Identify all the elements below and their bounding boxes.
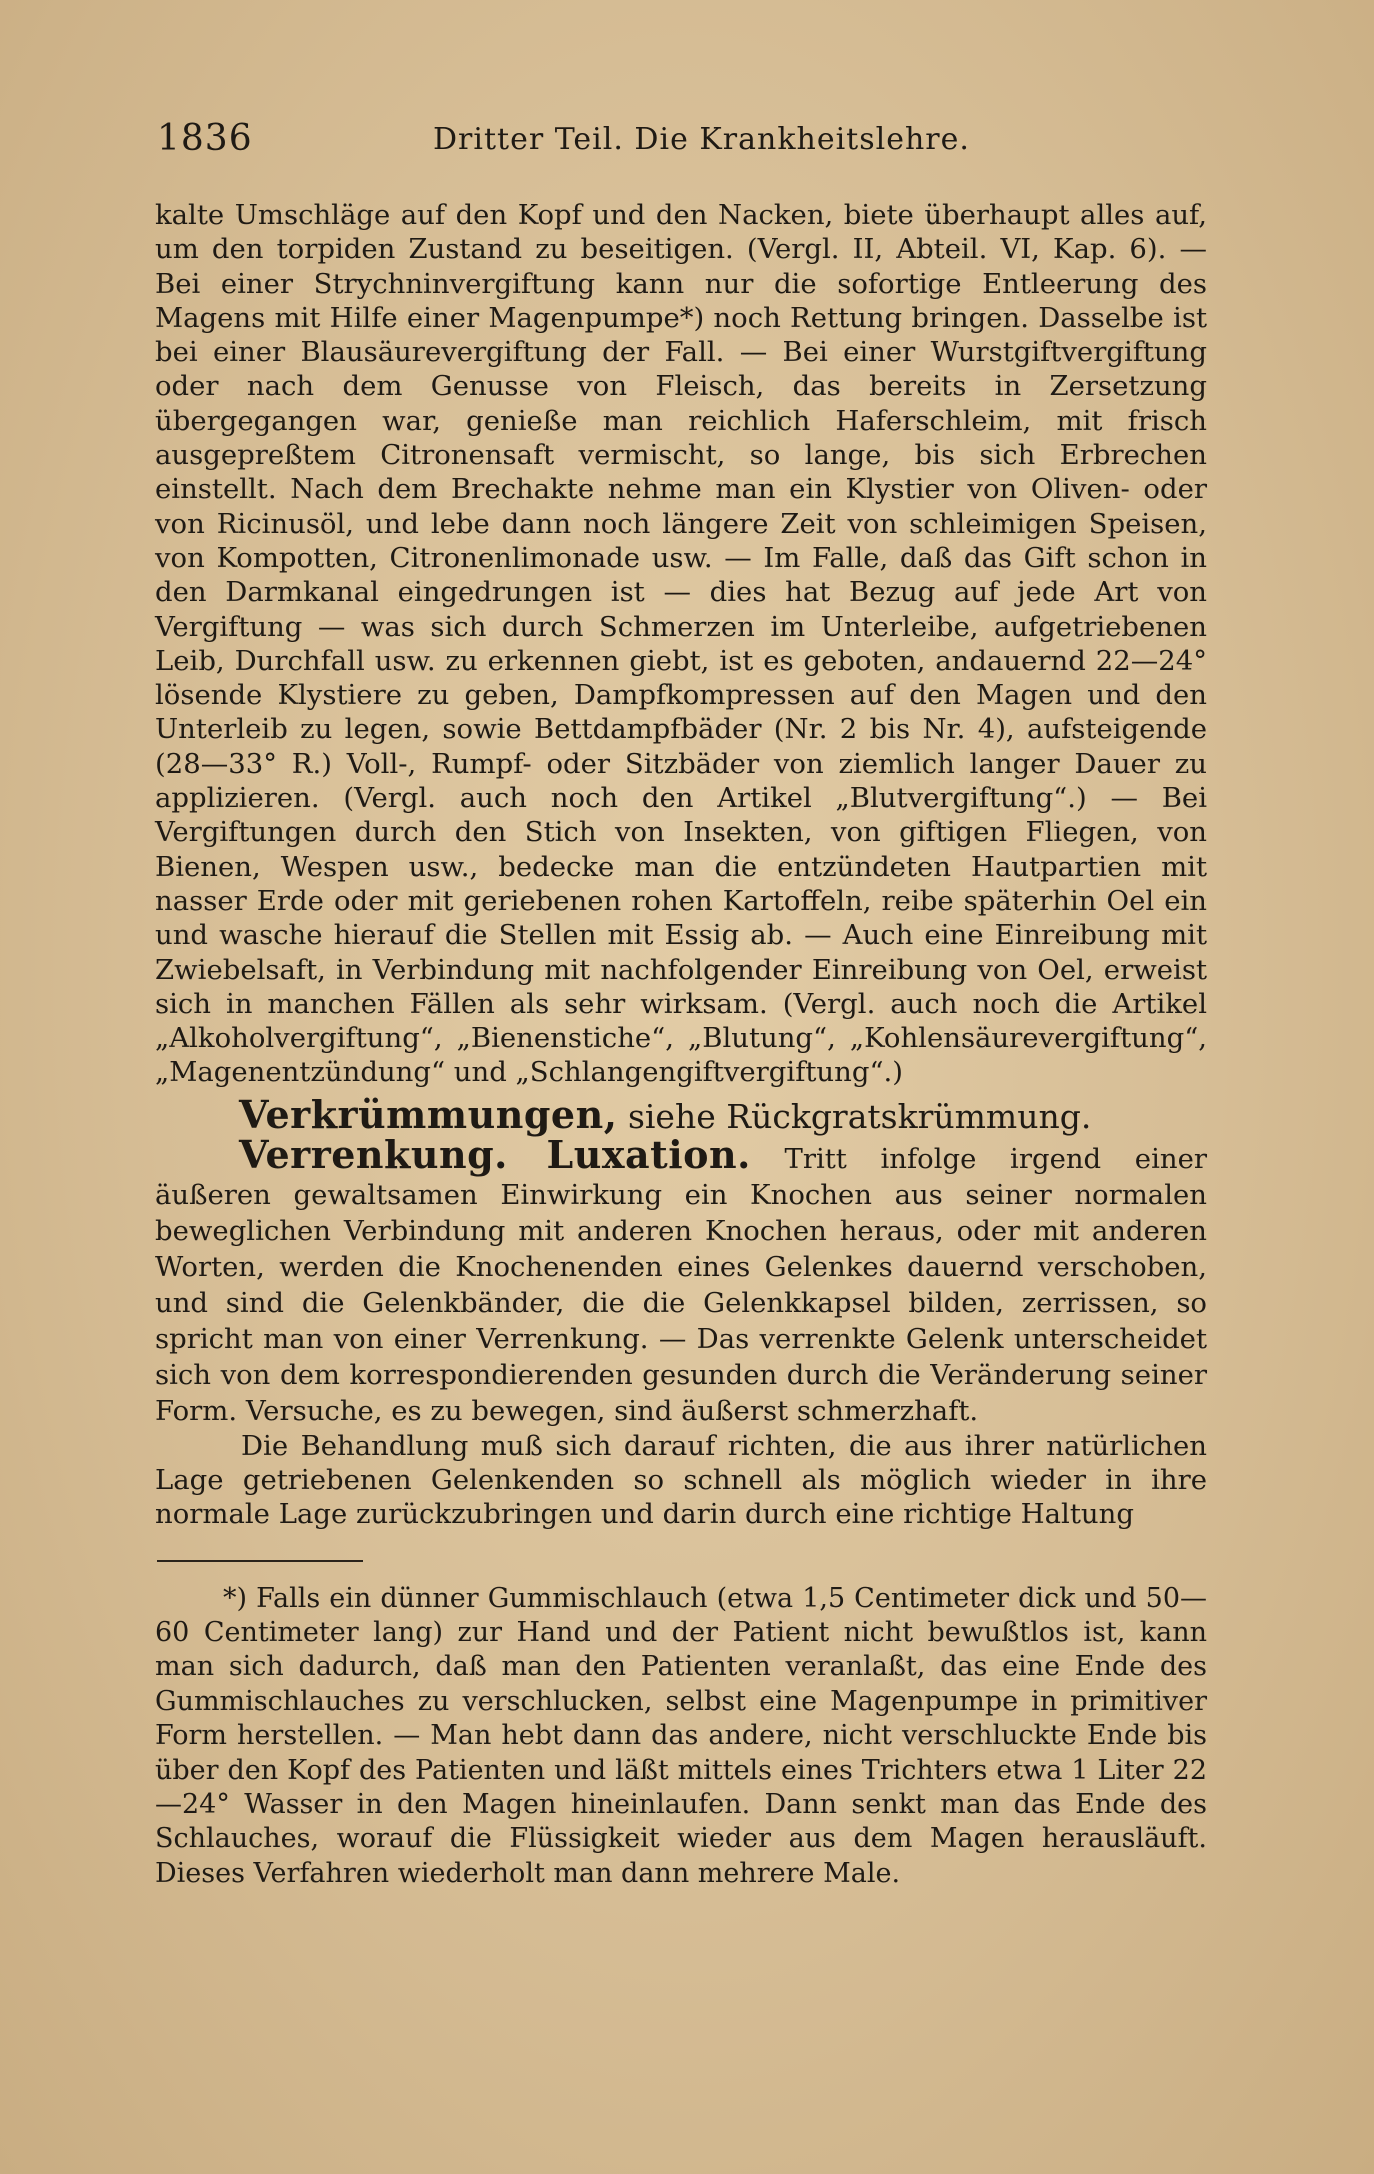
paragraph-vergiftung-continued: kalte Umschläge auf den Kopf und den Nacken, biete überhaupt alles auf, um den torpiden Zustand zu beseitigen. (Vergl. II, Abteil. VI, Kap. 6). — Bei einer Strychninvergiftung kann nur die sofortige Entleerung des Magens mit Hilfe einer Magenpumpe*) noch Rettung bringen. Dasselbe ist bei einer Blausäurevergiftung der Fall. — Bei einer Wurstgiftvergiftung oder nach dem Genusse von Fleisch, das bereits in Zersetzung übergegangen war, genieße man reichlich Haferschleim, mit frisch ausgepreßtem Citronensaft vermischt, so lange, bis sich Erbrechen einstellt. Nach dem Brechakte nehme man ein Klystier von Oliven- oder von Ricinusöl, und lebe dann noch längere Zeit von schleimigen Speisen, von Kompotten, Citronenlimonade usw. — Im Falle, daß das Gift schon in den Darmkanal eingedrungen ist — dies hat Bezug auf jede Art von Vergiftung — was sich durch Schmerzen im Unterleibe, aufgetriebenen Leib, Durchfall usw. zu erkennen giebt, ist es geboten, andauernd 22—24° lösende Klystiere zu geben, Dampfkompressen auf den Magen und den Unterleib zu legen, sowie Bettdampfbäder (Nr. 2 bis Nr. 4), aufsteigende (28—33° R.) Voll-, Rumpf- oder Sitzbäder von ziemlich langer Dauer zu applizieren. (Vergl. auch noch den Artikel „Blutvergiftung“.) — Bei Vergiftungen durch den Stich von Insekten, von giftigen Fliegen, von Bienen, Wespen usw., bedecke man die entzündeten Hautpartien mit nasser Erde oder mit geriebenen rohen Kartoffeln, reibe späterhin Oel ein und wasche hierauf die Stellen mit Essig ab. — Auch eine Einreibung mit Zwiebelsaft, in Verbindung mit nachfolgender Einreibung von Oel, erweist sich in manchen Fällen als sehr wirksam. (Vergl. auch noch die Artikel „Alkoholvergiftung“, „Bienenstiche“, „Blutung“, „Kohlensäurevergiftung“, „Magenentzündung“ und „Schlangengiftvergiftung“.) <box>155 199 1207 1089</box>
book-page <box>155 118 1207 1918</box>
running-head <box>155 118 1207 178</box>
page-body <box>155 198 1207 1891</box>
headword-verrenkung: Verrenkung. Luxation. <box>239 1131 751 1177</box>
page-number: 1836 <box>157 118 253 159</box>
paragraph-behandlung: Die Behandlung muß sich darauf richten, die aus ihrer natürlichen Lage getriebenen Gelenkenden so schnell als möglich wieder in ihre normale Lage zurückzubringen und darin durch eine richtige Haltung <box>155 1429 1207 1531</box>
entry-verkruemmungen-text: siehe Rückgratskrümmung. <box>617 1096 1092 1136</box>
entry-verrenkung <box>155 1131 1207 1429</box>
footnote-divider <box>157 1560 363 1562</box>
running-title: Dritter Teil. Die Krankheitslehre. <box>433 122 970 157</box>
entry-verkruemmungen <box>155 1091 1207 1137</box>
footnote: *) Falls ein dünner Gummischlauch (etwa 1,5 Centimeter dick und 50—60 Centimeter lang) zur Hand und der Patient nicht bewußtlos ist, kann man sich dadurch, daß man den Patienten veranlaßt, das eine Ende des Gummischlauches zu verschlucken, selbst eine Magenpumpe in primitiver Form herstellen. — Man hebt dann das andere, nicht verschluckte Ende bis über den Kopf des Patienten und läßt mittels eines Trichters etwa 1 Liter 22—24° Wasser in den Magen hineinlaufen. Dann senkt man das Ende des Schlauches, worauf die Flüssigkeit wieder aus dem Magen herausläuft. Dieses Verfahren wiederholt man dann mehrere Male. <box>155 1582 1207 1889</box>
entry-verrenkung-text: Tritt infolge irgend einer äußeren gewaltsamen Einwirkung ein Knochen aus seiner normalen beweglichen Verbindung mit anderen Knochen heraus, oder mit anderen Worten, werden die Knochenenden eines Gelenkes dauernd verschoben, und sind die Gelenkbänder, die die Gelenkkapsel bilden, zerrissen, so spricht man von einer Verrenkung. — Das verrenkte Gelenk unterscheidet sich von dem korrespondierenden gesunden durch die Veränderung seiner Form. Versuche, es zu bewegen, sind äußerst schmerzhaft. <box>155 1142 1207 1427</box>
headword-verkruemmungen: Verkrümmungen, <box>239 1091 618 1137</box>
